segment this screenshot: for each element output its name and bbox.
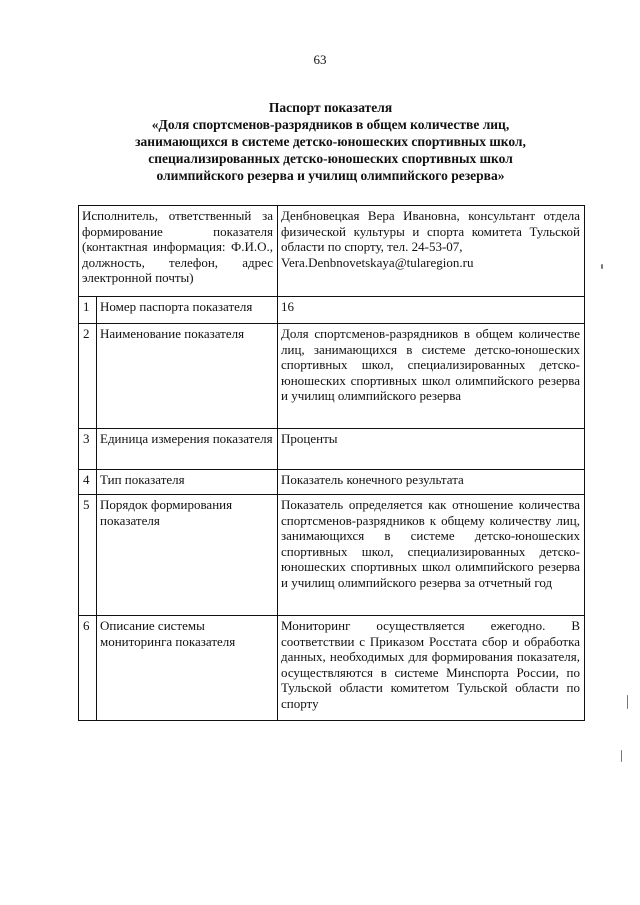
- executor-value-cell: [278, 206, 585, 297]
- title-line-4: специализированных детско-юношеских спортивных школ: [148, 151, 513, 166]
- passport-table: [78, 205, 585, 721]
- title-line-3: занимающихся в системе детско-юношеских спортивных школ,: [135, 134, 526, 149]
- document-title: [78, 99, 583, 184]
- table-row: [79, 429, 585, 470]
- scan-speck: [601, 264, 603, 269]
- row-number: 2: [79, 324, 97, 429]
- executor-label-cell: [79, 206, 278, 297]
- row-value: Проценты: [278, 429, 585, 470]
- page-number: 63: [313, 52, 327, 67]
- row-value: Доля спортсменов-разрядников в общем количестве лиц, занимающихся в системе детско-юношеских спортивных школ, специализированных детско-юношеских спортивных школ олимпийского резерва и училищ олимпийского резерва: [278, 324, 585, 429]
- row-number: 6: [79, 616, 97, 721]
- row-value: 16: [278, 297, 585, 324]
- title-line-5: олимпийского резерва и училищ олимпийского резерва»: [156, 168, 505, 183]
- executor-value: Денбновецкая Вера Ивановна, консультант отдела физической культуры и спорта комитета Тульской области по спорту, тел. 24-53-07,: [281, 208, 580, 254]
- table-row: [79, 324, 585, 429]
- row-label: Наименование показателя: [97, 324, 278, 429]
- title-line-2: «Доля спортсменов-разрядников в общем количестве лиц,: [151, 117, 510, 132]
- row-number: 3: [79, 429, 97, 470]
- row-label: Порядок формирования показателя: [97, 495, 278, 616]
- table-row: [79, 470, 585, 495]
- title-line-1: Паспорт показателя: [268, 100, 393, 115]
- row-label: Единица измерения показателя: [97, 429, 278, 470]
- row-value: Мониторинг осуществляется ежегодно. В соответствии с Приказом Росстата сбор и обработка данных, необходимых для формирования показателя, осуществляются в системе Минспорта России, по Тульской области комитетом Тульской области по спорту: [278, 616, 585, 721]
- row-number: 5: [79, 495, 97, 616]
- table-row: [79, 206, 585, 297]
- table-row: [79, 297, 585, 324]
- row-label: Тип показателя: [97, 470, 278, 495]
- scan-speck: [627, 695, 628, 709]
- row-value: Показатель определяется как отношение количества спортсменов-разрядников к общему количеству лиц, занимающихся в системе детско-юношеских спортивных школ, специализированных детско-юношеских спортивных школ олимпийского резерва и училищ олимпийского резерва за отчетный год: [278, 495, 585, 616]
- row-label: Номер паспорта показателя: [97, 297, 278, 324]
- scan-speck: [621, 750, 622, 762]
- executor-email: Vera.Denbnovetskaya@tularegion.ru: [281, 254, 474, 270]
- row-label: Описание системы мониторинга показателя: [97, 616, 278, 721]
- table-row: [79, 495, 585, 616]
- table-row: [79, 616, 585, 721]
- row-number: 4: [79, 470, 97, 495]
- row-value: Показатель конечного результата: [278, 470, 585, 495]
- executor-label: Исполнитель, ответственный за формирование показателя (контактная информация: Ф.И.О., должность, телефон, адрес электронной почты): [82, 208, 273, 285]
- row-number: 1: [79, 297, 97, 324]
